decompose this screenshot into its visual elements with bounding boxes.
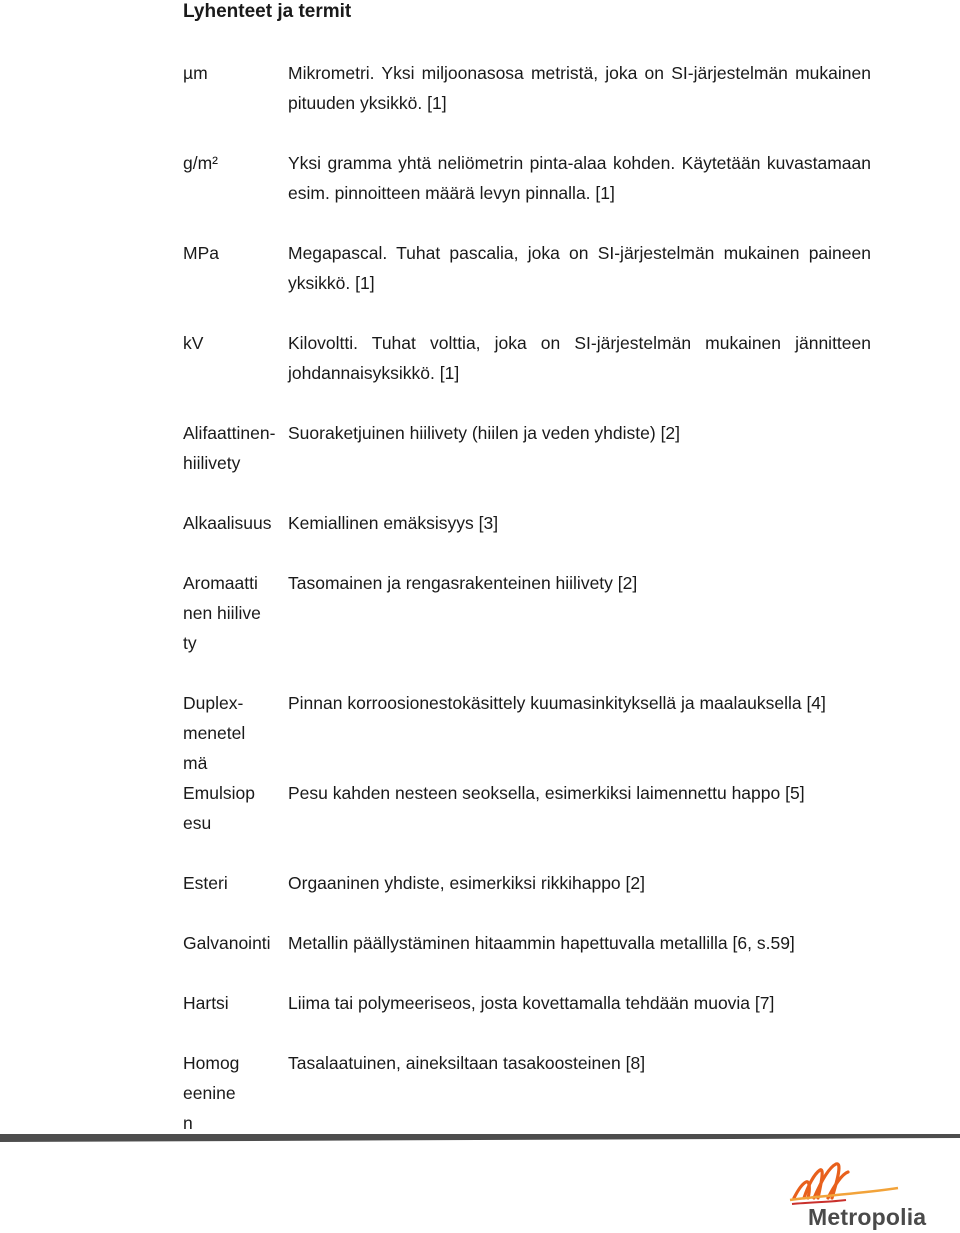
glossary-definition: Kemiallinen emäksisyys [3] <box>288 513 499 533</box>
glossary-term: Emulsiopesu <box>183 783 255 833</box>
glossary-term: Duplex-menetelmä <box>183 693 246 773</box>
glossary-definition: Tasomainen ja rengasrakenteinen hiilivety [2] <box>288 573 638 593</box>
glossary-term: kV <box>183 333 204 353</box>
glossary-term: Alifaattinen-hiilivety <box>183 423 276 473</box>
glossary-definition: Suoraketjuinen hiilivety (hiilen ja veden yhdiste) [2] <box>288 423 681 443</box>
glossary-definition: Pesu kahden nesteen seoksella, esimerkiksi laimennettu happo [5] <box>288 783 805 803</box>
glossary-definition: Liima tai polymeeriseos, josta kovettamalla tehdään muovia [7] <box>288 993 775 1013</box>
glossary-term: Esteri <box>183 873 228 893</box>
glossary-term: Hartsi <box>183 993 229 1013</box>
glossary-term: g/m² <box>183 153 218 173</box>
glossary-definition: Mikrometri. Yksi miljoonasosa metristä, joka on SI-järjestelmän mukainen pituuden yksikkö. [1] <box>288 63 871 113</box>
glossary-definition: Kilovoltti. Tuhat volttia, joka on SI-järjestelmän mukainen jännitteen johdannaisyksikkö. [1] <box>288 333 871 383</box>
glossary-term: Aromaattinen hiilivety <box>183 573 261 653</box>
glossary-definition: Megapascal. Tuhat pascalia, joka on SI-järjestelmän mukainen paineen yksikkö. [1] <box>288 243 871 293</box>
glossary-definition: Orgaaninen yhdiste, esimerkiksi rikkihappo [2] <box>288 873 645 893</box>
glossary-term: Galvanointi <box>183 933 271 953</box>
glossary-term: MPa <box>183 243 219 263</box>
glossary-term: µm <box>183 63 208 83</box>
glossary-term: Homogeeninen <box>183 1053 240 1133</box>
metropolia-logo-text: Metropolia <box>808 1204 927 1230</box>
glossary-term: Alkaalisuus <box>183 513 272 533</box>
page-heading: Lyhenteet ja termit <box>183 1 352 22</box>
glossary-definition: Metallin päällystäminen hitaammin hapettuvalla metallilla [6, s.59] <box>288 933 795 953</box>
glossary-definition: Pinnan korroosionestokäsittely kuumasinkityksellä ja maalauksella [4] <box>288 693 826 713</box>
footer-divider <box>0 1134 960 1154</box>
glossary-definition: Yksi gramma yhtä neliömetrin pinta-alaa kohden. Käytetään kuvastamaan esim. pinnoitteen määrä levyn pinnalla. [1] <box>288 153 871 203</box>
glossary-definition: Tasalaatuinen, aineksiltaan tasakoosteinen [8] <box>288 1053 646 1073</box>
